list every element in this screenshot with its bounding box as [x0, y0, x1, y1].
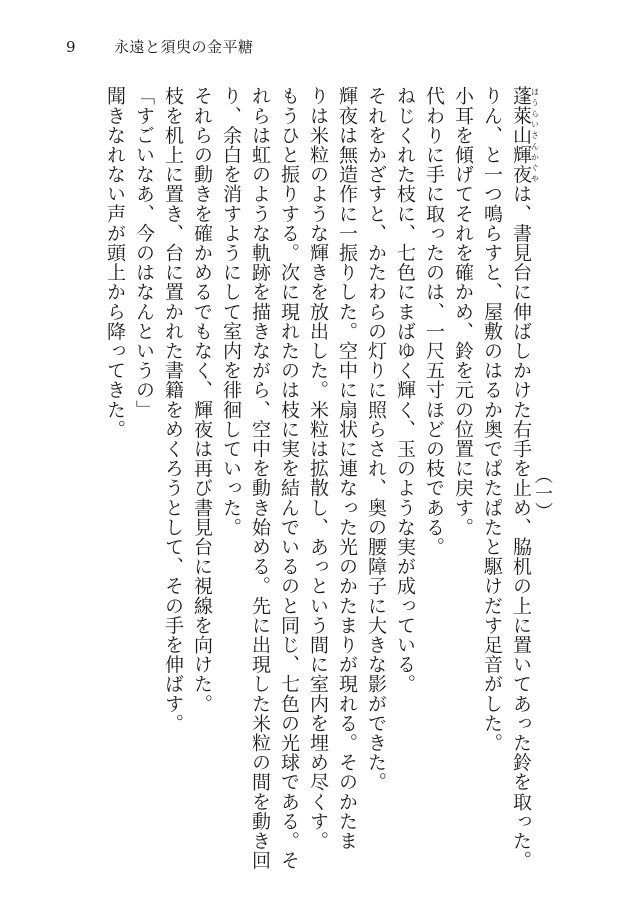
text-line: り、余白を消すようにして室内を徘徊していった。	[220, 86, 242, 537]
page-number: 9	[66, 38, 77, 56]
text-line: 輝夜は無造作に一振りした。空中に扇状に連なった光のかたまりが現れる。そのかたま	[336, 86, 358, 851]
text-line: りん、と一つ鳴らすと、屋敷のはるか奥でぱたぱたと駆けだす足音がした。	[481, 86, 503, 753]
text-line: 聞きなれない声が頭上から降ってきた。	[104, 86, 126, 439]
text-line: 「すごいなあ、今のはなんというの」	[133, 86, 155, 420]
first-line-rest: は、書見台に伸ばしかけた右手を止め、脇机の上に置いてあった鈴を取った。	[510, 184, 532, 870]
text-line: 代わりに手に取ったのは、一尺五寸ほどの枝である。	[423, 86, 445, 557]
text-line: それをかざすと、かたわらの灯りに照らされ、奥の腰障子に大きな影ができた。	[365, 86, 387, 792]
text-line: もうひと振りする。次に現れたのは枝に実を結んでいるのと同じ、七色の光球である。そ	[278, 86, 300, 870]
ruby-name	[510, 86, 540, 184]
section-heading: （一）	[532, 466, 553, 520]
text-line: それらの動きを確かめるでもなく、輝夜は再び書見台に視線を向けた。	[191, 86, 213, 714]
text-line: りは米粒のような輝きを放出した。米粒は拡散し、あっという間に室内を埋め尽くす。	[307, 86, 329, 851]
text-line: ねじくれた枝に、七色にまばゆく輝く、玉のような実が成っている。	[394, 86, 416, 694]
text-line: 小耳を傾げてそれを確かめ、鈴を元の位置に戻す。	[452, 86, 474, 537]
text-line	[506, 86, 540, 870]
running-head	[66, 36, 254, 57]
text-line: 枝を机上に置き、台に置かれた書籍をめくろうとして、その手を伸ばす。	[162, 86, 184, 733]
ruby-reading: ほうらいさんかぐや	[530, 86, 540, 184]
ruby-base: 蓬萊山輝夜	[510, 86, 532, 184]
text-line: れらは虹のような軌跡を描きながら、空中を動き始める。先に出現した米粒の間を動き回	[249, 86, 271, 870]
body-text	[100, 86, 540, 870]
book-title: 永遠と須臾の金平糖	[114, 38, 254, 56]
